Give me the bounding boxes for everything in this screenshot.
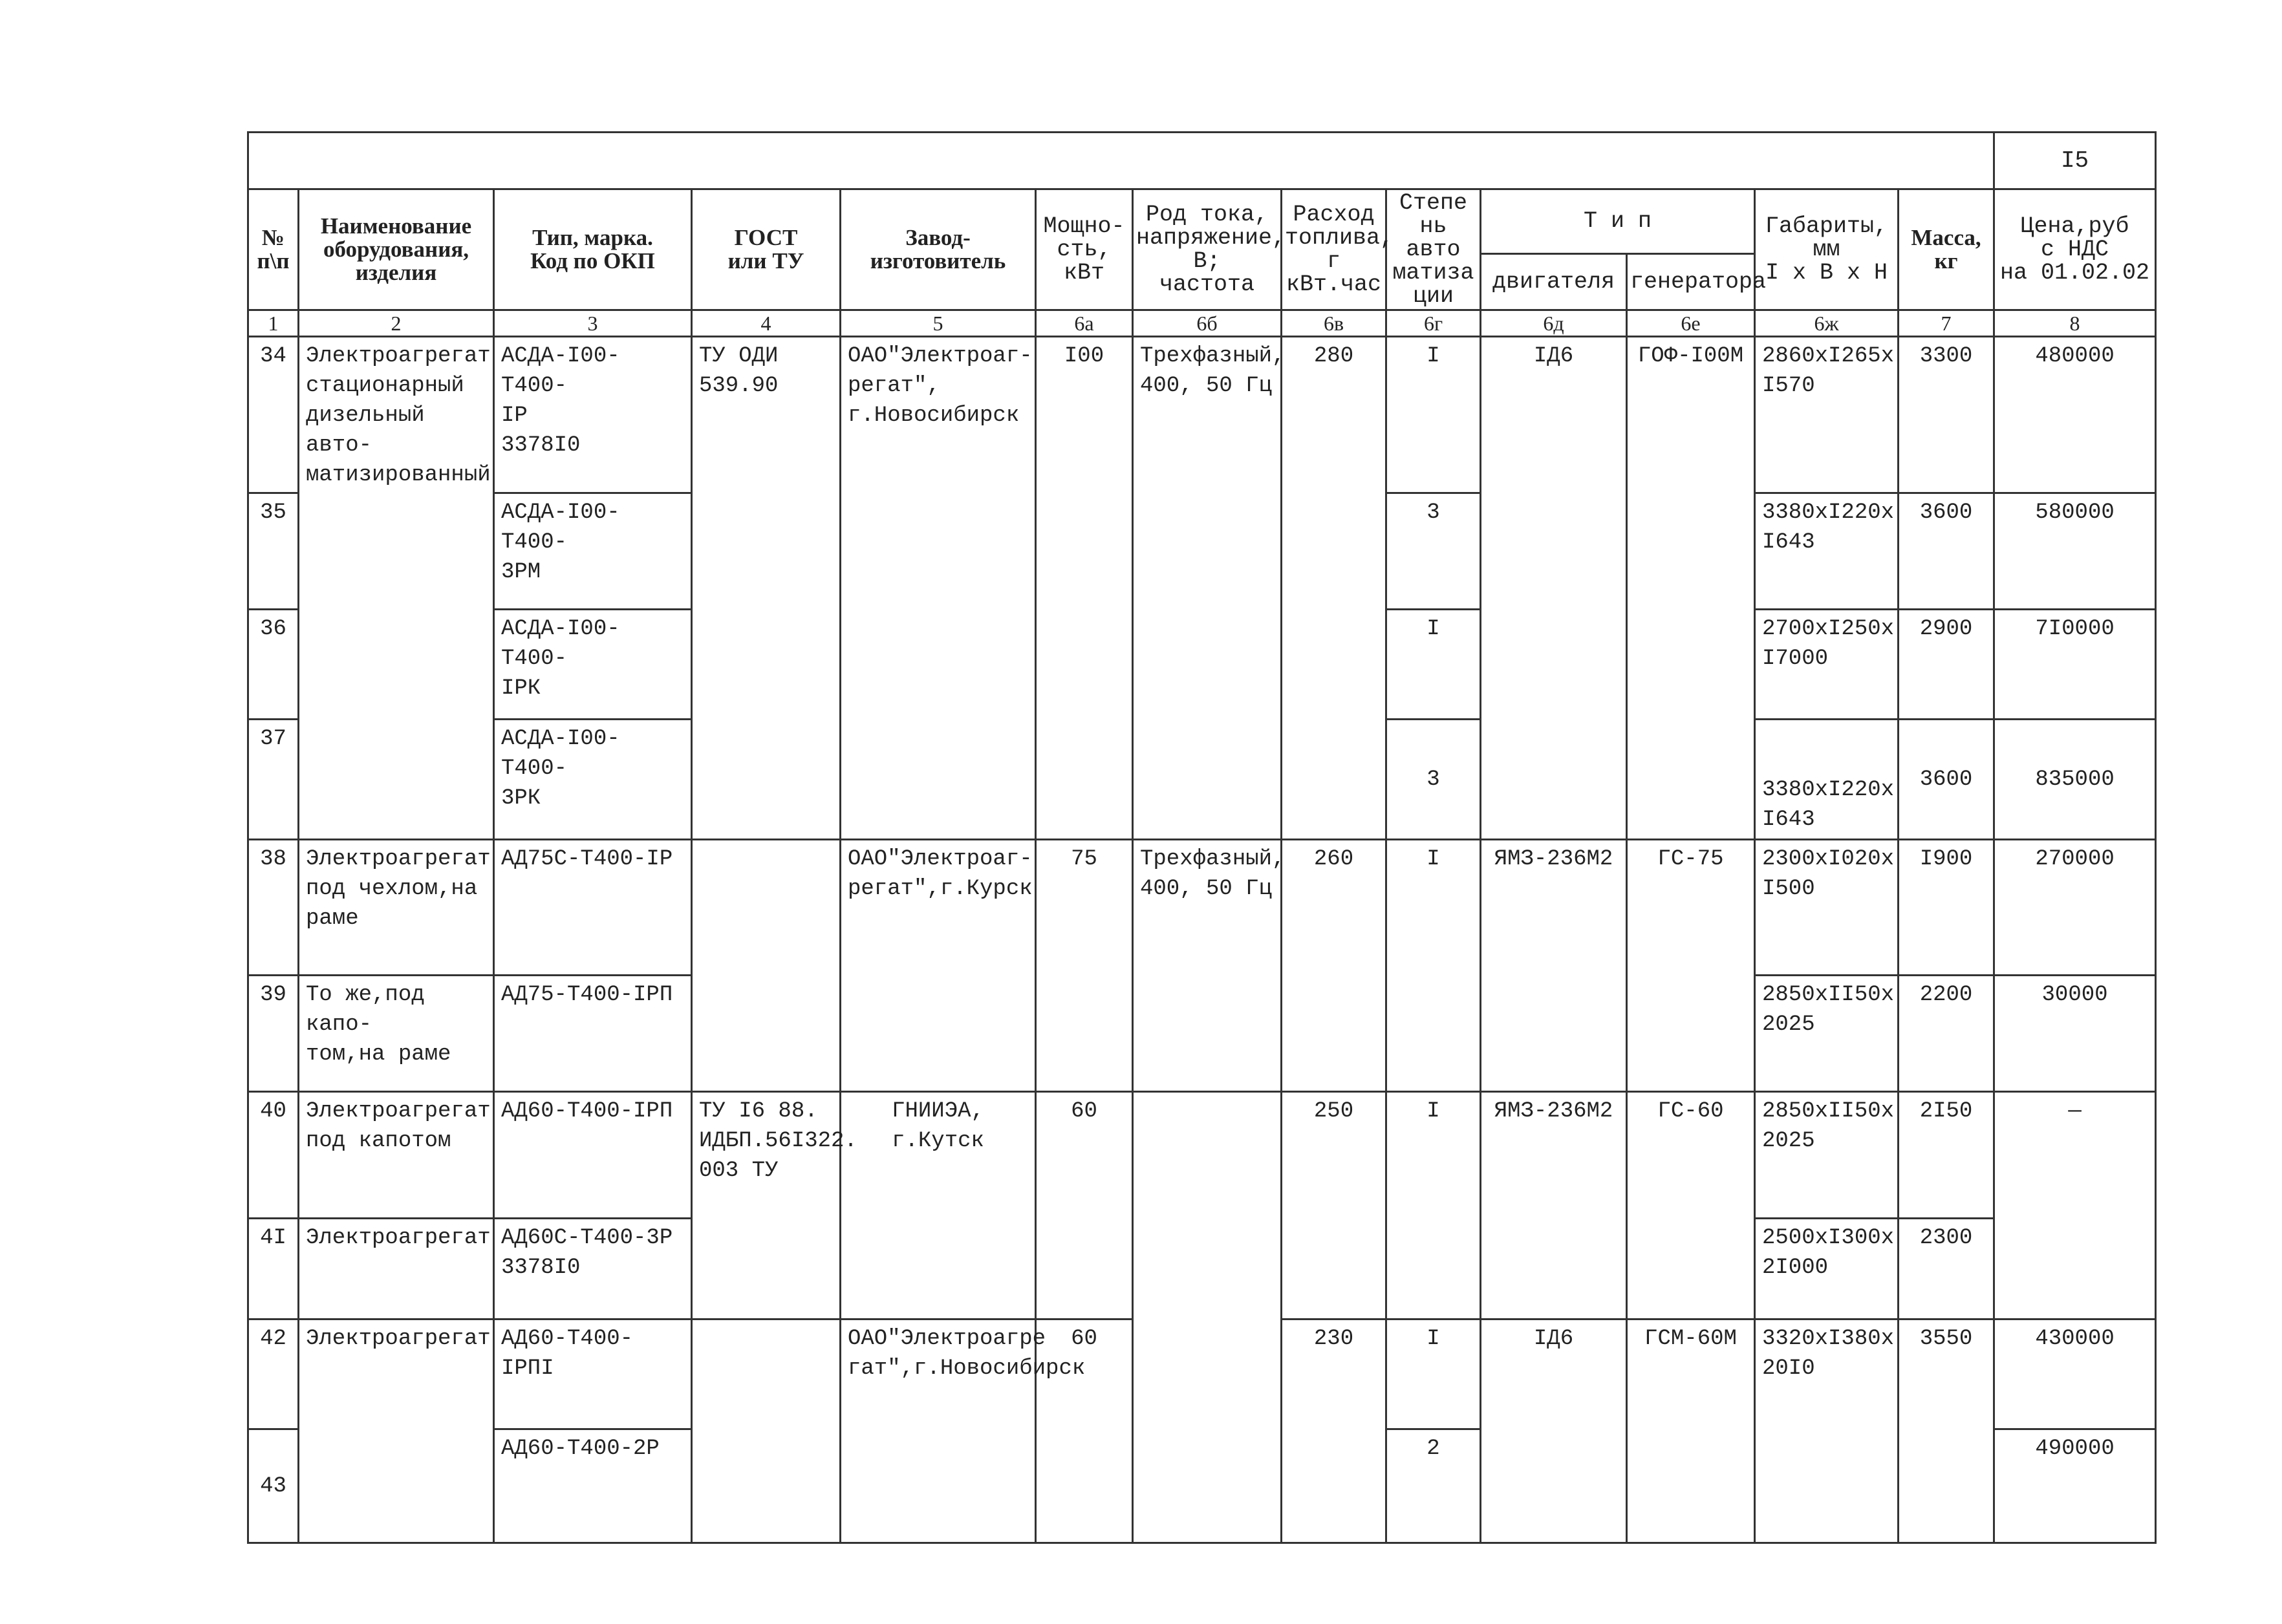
- column-number: 6ж: [1755, 310, 1899, 337]
- item-name: Электроагрегат под капотом: [299, 1092, 494, 1219]
- item-engine: ЯМЗ-236М2: [1481, 1092, 1627, 1320]
- item-current: Трехфазный, 400, 50 Гц: [1133, 337, 1282, 840]
- item-type: АСДА-I00-Т400- IРК: [494, 610, 692, 720]
- row-number: 36: [248, 610, 299, 720]
- item-type: АСДА-I00-Т400- 3РК: [494, 720, 692, 840]
- row-number: 38: [248, 840, 299, 976]
- column-number: 6д: [1481, 310, 1627, 337]
- table-row: [248, 337, 2156, 493]
- row-number: 34: [248, 337, 299, 493]
- item-maker: ОАО"Электроаг- регат",г.Курск: [841, 840, 1036, 1092]
- item-power: 60: [1036, 1092, 1133, 1320]
- item-engine: ЯМЗ-236М2: [1481, 840, 1627, 1092]
- header-no: № п\п: [248, 189, 299, 310]
- item-fuel: 260: [1282, 840, 1386, 1092]
- item-power: I00: [1036, 337, 1133, 840]
- item-price: 430000: [1994, 1320, 2156, 1429]
- item-mass: 2900: [1899, 610, 1994, 720]
- item-mass: 2300: [1899, 1219, 1994, 1320]
- item-name: Электроагрегат стационарный дизельный авто- матизированный: [299, 337, 494, 840]
- item-mass: I900: [1899, 840, 1994, 976]
- item-type: АД75С-Т400-IР: [494, 840, 692, 976]
- item-automation: I: [1386, 337, 1481, 493]
- header-mass: Масса, кг: [1899, 189, 1994, 310]
- header-maker: Завод- изготовитель: [841, 189, 1036, 310]
- item-gost: [692, 840, 841, 1092]
- item-dimensions: 2850хII50х 2025: [1755, 1092, 1899, 1219]
- item-mass: 3600: [1899, 493, 1994, 610]
- item-maker: ОАО"Электроагре гат",г.Новосибирск: [841, 1320, 1036, 1543]
- item-price: 270000: [1994, 840, 2156, 976]
- item-price: 30000: [1994, 976, 2156, 1092]
- row-number: 37: [248, 720, 299, 840]
- item-price: 580000: [1994, 493, 2156, 610]
- item-type: АД60-Т400-IРП: [494, 1092, 692, 1219]
- header-power: Мощно- сть, кВт: [1036, 189, 1133, 310]
- item-mass: 3550: [1899, 1320, 1994, 1543]
- column-number: 6г: [1386, 310, 1481, 337]
- item-gost: ТУ ОДИ 539.90: [692, 337, 841, 840]
- header-name: Наименование оборудования, изделия: [299, 189, 494, 310]
- page-number: I5: [1994, 133, 2156, 189]
- column-number: 3: [494, 310, 692, 337]
- item-type: АСДА-I00-Т400- 3РМ: [494, 493, 692, 610]
- row-number: 43: [248, 1429, 299, 1543]
- item-type: АД60-Т400- IРПI: [494, 1320, 692, 1429]
- column-number: 4: [692, 310, 841, 337]
- item-dimensions: 3320хI380х 20I0: [1755, 1320, 1899, 1543]
- item-dimensions: 3380хI220х I643: [1755, 720, 1899, 840]
- item-automation: I: [1386, 1320, 1481, 1429]
- item-price: —: [1994, 1092, 2156, 1320]
- item-engine: IД6: [1481, 337, 1627, 840]
- header-generator: генератора: [1627, 253, 1755, 310]
- item-dimensions: 2700хI250х I7000: [1755, 610, 1899, 720]
- column-number: 2: [299, 310, 494, 337]
- item-automation: 2: [1386, 1429, 1481, 1543]
- column-number-row: [248, 310, 2156, 337]
- item-dimensions: 3380хI220х I643: [1755, 493, 1899, 610]
- header-type-group: Т и п: [1481, 189, 1755, 254]
- item-name: Электроагрегат: [299, 1320, 494, 1543]
- item-type: АД60С-Т400-3Р 3378I0: [494, 1219, 692, 1320]
- column-number: 5: [841, 310, 1036, 337]
- equipment-table: [247, 131, 2157, 1544]
- item-gost: [692, 1320, 841, 1543]
- item-engine: IД6: [1481, 1320, 1627, 1543]
- item-generator: ГС-75: [1627, 840, 1755, 1092]
- item-current: [1133, 1092, 1282, 1543]
- header-engine: двигателя: [1481, 253, 1627, 310]
- item-power: 60: [1036, 1320, 1133, 1543]
- item-automation: 3: [1386, 493, 1481, 610]
- item-type: АД75-Т400-IРП: [494, 976, 692, 1092]
- header-dimensions: Габариты, мм I х В х Н: [1755, 189, 1899, 310]
- row-number: 40: [248, 1092, 299, 1219]
- item-automation: 3: [1386, 720, 1481, 840]
- column-number: 6в: [1282, 310, 1386, 337]
- item-mass: 2I50: [1899, 1092, 1994, 1219]
- item-fuel: 250: [1282, 1092, 1386, 1320]
- table-row: [248, 1092, 2156, 1219]
- item-price: 835000: [1994, 720, 2156, 840]
- top-blank-cell: [248, 133, 1994, 189]
- item-name: Электроагрегат: [299, 1219, 494, 1320]
- item-maker: ГНИИЭА, г.Кутск: [841, 1092, 1036, 1320]
- item-name: То же,под капо- том,на раме: [299, 976, 494, 1092]
- item-generator: ГСМ-60М: [1627, 1320, 1755, 1543]
- item-dimensions: 2300хI020х I500: [1755, 840, 1899, 976]
- header-price: Цена,руб с НДС на 01.02.02: [1994, 189, 2156, 310]
- item-gost: ТУ I6 88. ИДБП.56I322. 003 ТУ: [692, 1092, 841, 1320]
- header-row: [248, 189, 2156, 254]
- header-type: Тип, марка. Код по ОКП: [494, 189, 692, 310]
- item-price: 480000: [1994, 337, 2156, 493]
- table-row: [248, 840, 2156, 976]
- item-automation: I: [1386, 610, 1481, 720]
- item-fuel: 280: [1282, 337, 1386, 840]
- item-automation: I: [1386, 840, 1481, 1092]
- item-price: 7I0000: [1994, 610, 2156, 720]
- item-fuel: 230: [1282, 1320, 1386, 1543]
- item-dimensions: 2860хI265х I570: [1755, 337, 1899, 493]
- row-number: 35: [248, 493, 299, 610]
- item-type: АСДА-I00-Т400- IР 3378I0: [494, 337, 692, 493]
- item-power: 75: [1036, 840, 1133, 1092]
- column-number: 6а: [1036, 310, 1133, 337]
- item-mass: 3600: [1899, 720, 1994, 840]
- header-gost: ГОСТ или ТУ: [692, 189, 841, 310]
- item-automation: I: [1386, 1092, 1481, 1320]
- row-number: 4I: [248, 1219, 299, 1320]
- header-automation: Степе нь авто матиза ции: [1386, 189, 1481, 310]
- item-name: Электроагрегат под чехлом,на раме: [299, 840, 494, 976]
- header-fuel: Расход топлива, г кВт.час: [1282, 189, 1386, 310]
- item-dimensions: 2500хI300х 2I000: [1755, 1219, 1899, 1320]
- item-dimensions: 2850хII50х 2025: [1755, 976, 1899, 1092]
- item-mass: 3300: [1899, 337, 1994, 493]
- item-generator: ГС-60: [1627, 1092, 1755, 1320]
- item-generator: ГОФ-I00М: [1627, 337, 1755, 840]
- row-number: 39: [248, 976, 299, 1092]
- column-number: 1: [248, 310, 299, 337]
- column-number: 6е: [1627, 310, 1755, 337]
- column-number: 6б: [1133, 310, 1282, 337]
- item-type: АД60-Т400-2Р: [494, 1429, 692, 1543]
- column-number: 7: [1899, 310, 1994, 337]
- item-price: 490000: [1994, 1429, 2156, 1543]
- row-number: 42: [248, 1320, 299, 1429]
- header-current: Род тока, напряжение, В; частота: [1133, 189, 1282, 310]
- column-number: 8: [1994, 310, 2156, 337]
- item-maker: ОАО"Электроаг- регат", г.Новосибирск: [841, 337, 1036, 840]
- item-current: Трехфазный, 400, 50 Гц: [1133, 840, 1282, 1092]
- item-mass: 2200: [1899, 976, 1994, 1092]
